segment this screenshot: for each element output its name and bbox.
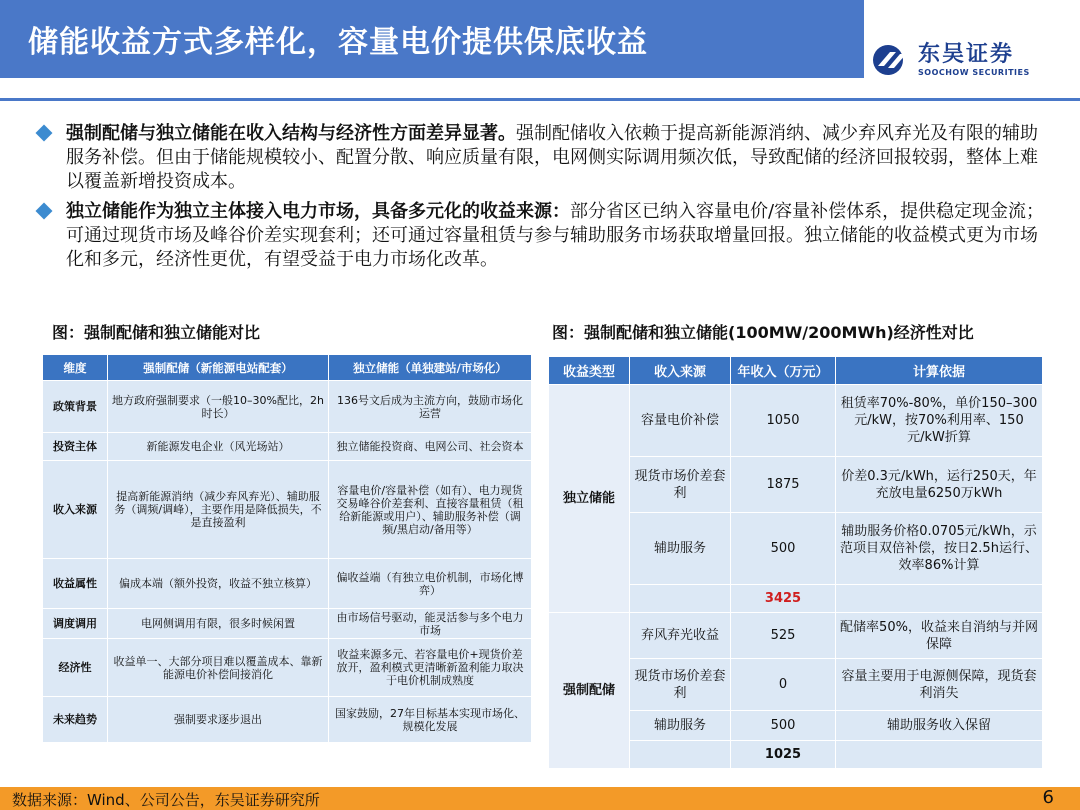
- table-cell: 容量电价/容量补偿（如有）、电力现货交易峰谷价差套利、直接容量租赁（租给新能源或用户）、辅助服务补偿（调频/黑启动/备用等）: [329, 461, 532, 559]
- group-cell: 强制配储: [549, 613, 630, 769]
- table-row: [43, 461, 532, 559]
- logo: [872, 42, 1030, 78]
- title-bar: [0, 0, 864, 78]
- logo-text-en: SOOCHOW SECURITIES: [918, 67, 1030, 77]
- table-cell: 收益来源多元、若容量电价+现货价差放开，盈利模式更清晰新盈利能力取决于电价机制成熟度: [329, 639, 532, 697]
- table-cell: 租赁率70%-80%，单价150–300元/kW，按70%利用率、150元/kW折算: [836, 385, 1043, 457]
- bullet-bold: 强制配储与独立储能在收入结构与经济性方面差异显著。: [66, 123, 516, 144]
- total-cell: 3425: [731, 585, 836, 613]
- table-cell: 辅助服务价格0.0705元/kWh，示范项目双倍补偿，按日2.5h运行、效率86%计算: [836, 513, 1043, 585]
- table-cell: 容量主要用于电源侧保障，现货套利消失: [836, 659, 1043, 711]
- figure-title-right: 图：强制配储和独立储能(100MW/200MWh)经济性对比: [552, 323, 974, 342]
- table-row: [43, 433, 532, 461]
- table-cell: 辅助服务: [630, 513, 731, 585]
- table-cell: 投资主体: [43, 433, 108, 461]
- table-header-cell: 年收入（万元）: [731, 357, 836, 385]
- bullet-list: [38, 122, 1048, 278]
- table-cell: 国家鼓励，27年目标基本实现市场化、规模化发展: [329, 697, 532, 743]
- diamond-bullet-icon: [36, 125, 53, 142]
- comparison-table: [42, 354, 532, 743]
- table-cell: 弃风弃光收益: [630, 613, 731, 659]
- table-header-cell: 收入来源: [630, 357, 731, 385]
- logo-text-cn: 东吴证券: [918, 41, 1015, 67]
- soochow-logo-icon: [872, 42, 912, 78]
- table-cell: 500: [731, 711, 836, 741]
- data-source: 数据来源：Wind、公司公告，东吴证券研究所: [12, 791, 320, 809]
- table-row: [43, 697, 532, 743]
- economics-table: [548, 356, 1043, 769]
- table-cell: 辅助服务收入保留: [836, 711, 1043, 741]
- bullet-item: [38, 200, 1048, 272]
- table-cell: 强制要求逐步退出: [108, 697, 329, 743]
- table-header-cell: 独立储能（单独建站/市场化）: [329, 355, 532, 381]
- table-cell: 经济性: [43, 639, 108, 697]
- table-cell: 500: [731, 513, 836, 585]
- table-cell: [836, 741, 1043, 769]
- table-cell: 容量电价补偿: [630, 385, 731, 457]
- table-header-cell: 强制配储（新能源电站配套）: [108, 355, 329, 381]
- table-cell: 地方政府强制要求（一般10–30%配比，2h时长）: [108, 381, 329, 433]
- total-cell: 1025: [731, 741, 836, 769]
- table-cell: [836, 585, 1043, 613]
- table-cell: 收益属性: [43, 559, 108, 609]
- table-header-cell: 计算依据: [836, 357, 1043, 385]
- table-cell: 配储率50%，收益来自消纳与并网保障: [836, 613, 1043, 659]
- table-header-cell: 维度: [43, 355, 108, 381]
- footer-bar: [0, 787, 1080, 810]
- table-cell: 价差0.3元/kWh，运行250天，年充放电量6250万kWh: [836, 457, 1043, 513]
- table-cell: 独立储能投资商、电网公司、社会资本: [329, 433, 532, 461]
- table-cell: 调度调用: [43, 609, 108, 639]
- table-cell: 新能源发电企业（风光场站）: [108, 433, 329, 461]
- table-row: [43, 559, 532, 609]
- table-cell: [630, 741, 731, 769]
- table-row: [43, 639, 532, 697]
- group-cell: 独立储能: [549, 385, 630, 613]
- bullet-text: 部分省区已纳入容量电价/容量补偿体系，提供稳定现金流；可通过现货市场及峰谷价差实现套利；还可通过容量租赁与参与辅助服务市场获取增量回报。独立储能的收益模式更为市场化和多元，经济性更优，有望受益于电力市场化改革。: [66, 201, 1045, 270]
- table-cell: 1050: [731, 385, 836, 457]
- header-divider: [0, 98, 1080, 101]
- page-title: 储能收益方式多样化，容量电价提供保底收益: [28, 25, 648, 60]
- table-cell: 0: [731, 659, 836, 711]
- bullet-item: [38, 122, 1048, 194]
- table-cell: 1875: [731, 457, 836, 513]
- table-row: [43, 609, 532, 639]
- table-header-cell: 收益类型: [549, 357, 630, 385]
- table-cell: 辅助服务: [630, 711, 731, 741]
- table-cell: 525: [731, 613, 836, 659]
- bullet-text: 强制配储收入依赖于提高新能源消纳、减少弃风弃光及有限的辅助服务补偿。但由于储能规模较小、配置分散、响应质量有限，电网侧实际调用频次低，导致配储的经济回报较弱，整体上难以覆盖新增投资成本。: [66, 123, 1038, 192]
- figure-title-left: 图：强制配储和独立储能对比: [52, 323, 261, 342]
- table-cell: 由市场信号驱动，能灵活参与多个电力市场: [329, 609, 532, 639]
- table-row: [549, 613, 1043, 659]
- page-number: 6: [1042, 787, 1054, 808]
- table-cell: 偏收益端（有独立电价机制，市场化博弈）: [329, 559, 532, 609]
- table-row: [549, 385, 1043, 457]
- table-cell: [630, 585, 731, 613]
- bullet-bold: 独立储能作为独立主体接入电力市场，具备多元化的收益来源：: [66, 201, 570, 222]
- table-cell: 提高新能源消纳（减少弃风弃光）、辅助服务（调频/调峰），主要作用是降低损失，不是直接盈利: [108, 461, 329, 559]
- table-row: [43, 381, 532, 433]
- table-cell: 收益单一、大部分项目难以覆盖成本、靠新能源电价补偿间接消化: [108, 639, 329, 697]
- table-cell: 现货市场价差套利: [630, 457, 731, 513]
- table-cell: 未来趋势: [43, 697, 108, 743]
- table-cell: 现货市场价差套利: [630, 659, 731, 711]
- diamond-bullet-icon: [36, 203, 53, 220]
- table-cell: 政策背景: [43, 381, 108, 433]
- table-cell: 收入来源: [43, 461, 108, 559]
- table-cell: 电网侧调用有限，很多时候闲置: [108, 609, 329, 639]
- table-cell: 136号文后成为主流方向，鼓励市场化运营: [329, 381, 532, 433]
- table-cell: 偏成本端（额外投资，收益不独立核算）: [108, 559, 329, 609]
